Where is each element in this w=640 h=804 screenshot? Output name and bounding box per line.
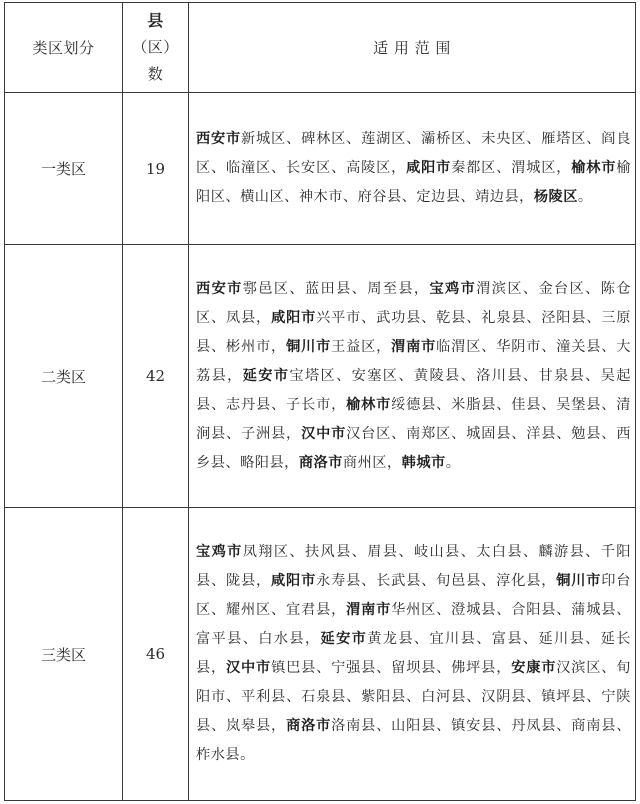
city-name: 宝鸡市: [429, 280, 477, 297]
district-list: 商州区，: [342, 454, 402, 471]
zone-classification-table: [4, 2, 636, 801]
city-name: 延安市: [242, 367, 290, 384]
district-list: 汉滨区、旬阳市、平利县、石泉县、紫阳县、白河县、汉阴县、镇坪县、宁陕县、岚皋县，: [196, 660, 631, 734]
district-list: 洛南县、山阳县、镇安县、丹凤县、商南县、柞水县。: [196, 718, 631, 763]
city-name: 铜川市: [556, 573, 602, 589]
district-list: 临渭区、华阴市、潼关县、大荔县，: [196, 338, 631, 384]
city-name: 铜川市: [286, 338, 332, 355]
header-row: [5, 3, 636, 93]
count-header-line1: 县: [147, 11, 164, 30]
city-name: 商洛市: [298, 454, 343, 471]
city-name: 安康市: [511, 660, 557, 676]
district-list: 。: [445, 454, 461, 471]
city-name: 延安市: [320, 631, 368, 647]
city-name: 西安市: [196, 280, 243, 297]
district-list: 榆阳区、横山区、神木市、府谷县、定边县、靖边县，: [196, 160, 631, 205]
count-header-line3: 数: [147, 65, 164, 83]
count-header-line2: （区）: [132, 38, 179, 56]
county-count: 46: [123, 508, 189, 801]
city-name: 咸阳市: [406, 160, 452, 176]
zone-column-header: 类区划分: [5, 3, 123, 93]
city-name: 西安市: [196, 131, 242, 147]
district-list: 黄龙县、宜川县、富县、延川县、延长县，: [196, 631, 631, 676]
county-count-column-header: [123, 3, 189, 93]
table-row: [5, 508, 636, 801]
district-list: 印台区、耀州区、宜君县，: [196, 573, 631, 618]
district-list: 汉台区、南郑区、城固县、洋县、勉县、西乡县、略阳县，: [196, 425, 631, 471]
city-name: 商洛市: [286, 718, 332, 734]
city-name: 渭南市: [391, 338, 437, 355]
zone-name: 三类区: [5, 508, 123, 801]
district-list: 王益区，: [331, 338, 392, 355]
applicable-scope: [189, 245, 636, 508]
city-name: 咸阳市: [271, 573, 317, 589]
scope-column-header: 适 用 范 围: [189, 3, 636, 93]
district-list: 宝塔区、安塞区、黄陵县、洛川县、甘泉县、吴起县、志丹县、子长市，: [196, 367, 631, 413]
district-list: 。: [577, 189, 593, 205]
table-row: [5, 245, 636, 508]
city-name: 榆林市: [571, 160, 617, 176]
district-list: 秦都区、渭城区，: [451, 160, 572, 176]
district-list: 永寿县、长武县、旬邑县、淳化县，: [316, 573, 557, 589]
district-list: 新城区、碑林区、莲湖区、灞桥区、未央区、雁塔区、阎良区、临潼区、长安区、高陵区，: [196, 131, 631, 176]
city-name: 汉中市: [301, 425, 347, 442]
city-name: 咸阳市: [271, 309, 317, 326]
city-name: 渭南市: [346, 602, 392, 618]
district-list: 兴平市、武功县、乾县、礼泉县、泾阳县、三原县、彬州市，: [196, 309, 631, 355]
district-list: 镇巴县、宁强县、留坝县、佛坪县，: [271, 660, 512, 676]
county-count: 19: [123, 93, 189, 245]
zone-name: 二类区: [5, 245, 123, 508]
city-name: 杨陵区: [533, 189, 578, 205]
city-name: 韩城市: [401, 454, 446, 471]
district-list: 鄠邑区、蓝田县、周至县，: [242, 280, 430, 297]
city-name: 榆林市: [346, 396, 392, 413]
table-row: [5, 93, 636, 245]
city-name: 宝鸡市: [196, 544, 243, 560]
district-list: 凤翔区、扶风县、眉县、岐山县、太白县、麟游县、千阳县、陇县，: [196, 544, 631, 589]
zone-name: 一类区: [5, 93, 123, 245]
district-list: 华州区、澄城县、合阳县、蒲城县、富平县、白水县，: [196, 602, 631, 647]
applicable-scope: [189, 93, 636, 245]
applicable-scope: [189, 508, 636, 801]
district-list: 绥德县、米脂县、佳县、吴堡县、清涧县、子洲县，: [196, 396, 631, 442]
city-name: 汉中市: [226, 660, 272, 676]
county-count: 42: [123, 245, 189, 508]
district-list: 渭滨区、金台区、陈仓区、凤县，: [196, 280, 631, 326]
